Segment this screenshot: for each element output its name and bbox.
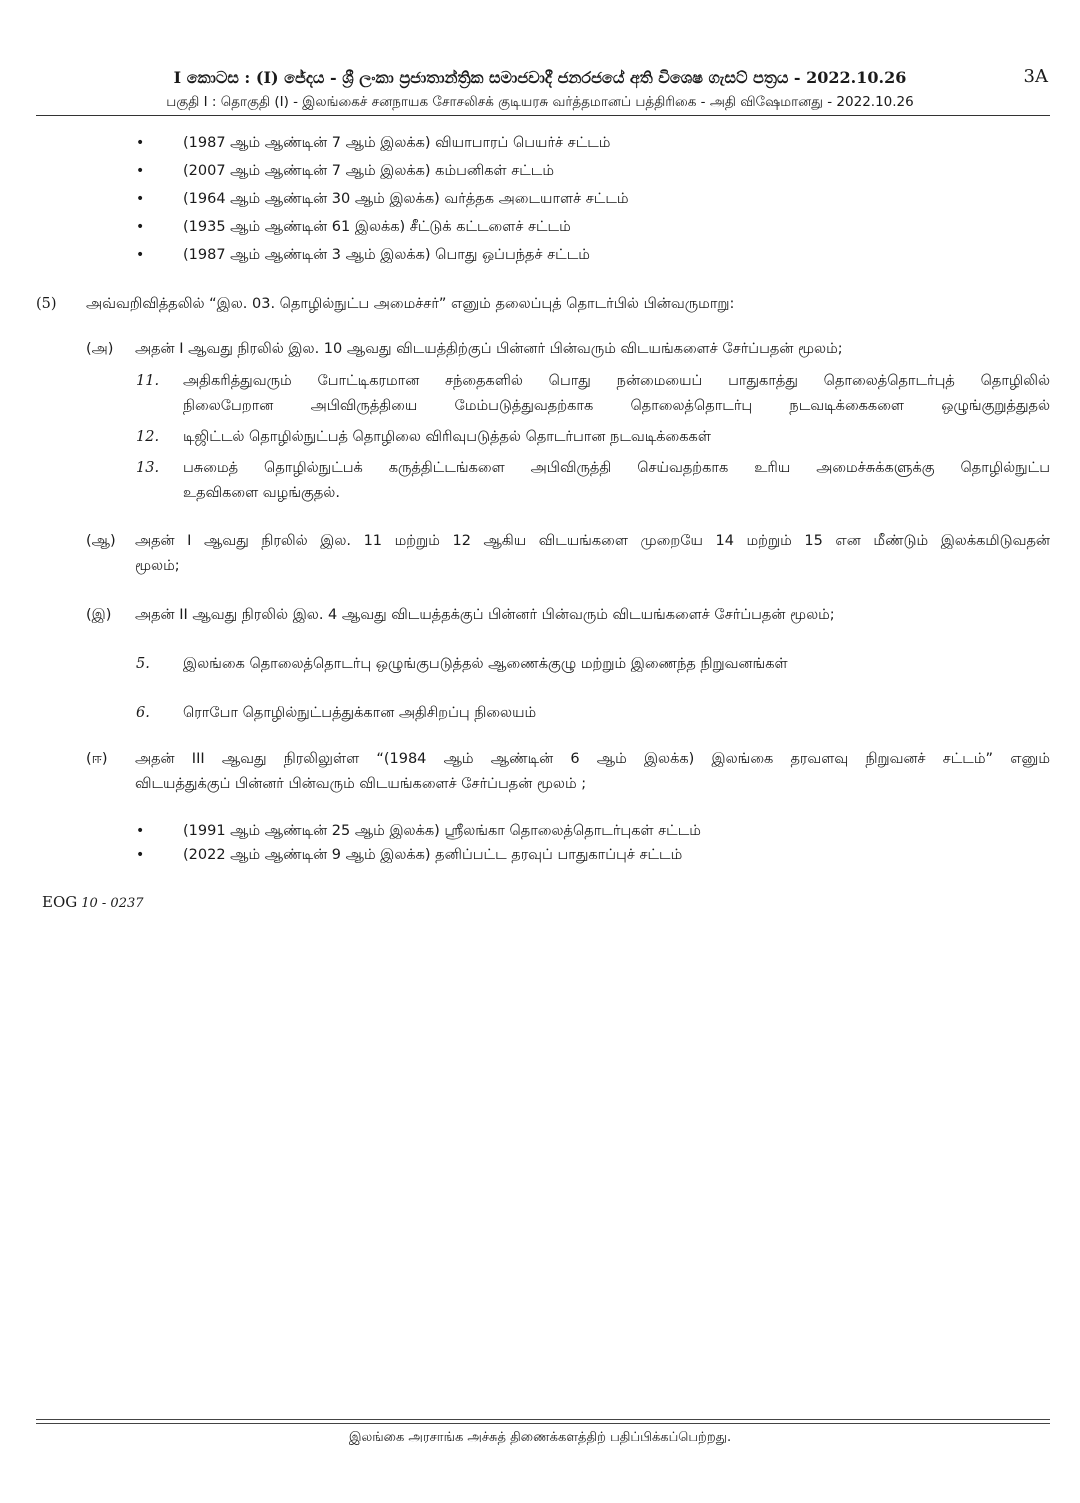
- bullet-marker: •: [136, 219, 145, 235]
- section-number: (5): [36, 296, 57, 312]
- item-text-line: நிலைபேறான அபிவிருத்தியை மேம்படுத்துவதற்காக தொலைத்தொடர்பு நடவடிக்கைகளை ஒழுங்குறுத்துதல்: [183, 398, 1050, 414]
- gazette-title-sinhala: I කොටස : (I) ජේදය - ශ්‍රී ලංකා ප්‍රජාතාන්ත්‍රික සමාජවාදී ජනරජයේ අති විශෙෂ ගැසට් පත්‍රය - 2022.10.26: [173, 68, 907, 87]
- item-text-line: டிஜிட்டல் தொழில்நுட்பத் தொழிலை விரிவுபடுத்தல் தொடர்பான நடவடிக்கைகள்: [183, 429, 711, 445]
- list-item: (1991 ஆம் ஆண்டின் 25 ஆம் இலக்க) ஸ்ரீலங்கா தொலைத்தொடர்புகள் சட்டம்: [183, 823, 701, 839]
- subsection-label: (இ): [86, 607, 112, 623]
- list-item: (1964 ஆம் ஆண்டின் 30 ஆம் இலக்க) வர்த்தக அடையாளச் சட்டம்: [183, 191, 629, 207]
- section-intro: அவ்வறிவித்தலில் “இல. 03. தொழில்நுட்ப அமைச்சர்” எனும் தலைப்புத் தொடர்பில் பின்வருமாறு:: [86, 296, 735, 312]
- subsection-text-line: அதன் III ஆவது நிரலிலுள்ள “(1984 ஆம் ஆண்டின் 6 ஆம் இலக்க) இலங்கை தரவளவு நிறுவனச் சட்டம்” எனும்: [135, 751, 1050, 767]
- list-item: (1935 ஆம் ஆண்டின் 61 இலக்க) சீட்டுக் கட்டளைச் சட்டம்: [183, 219, 571, 235]
- item-number: 5.: [136, 656, 150, 672]
- item-text-line: இலங்கை தொலைத்தொடர்பு ஒழுங்குபடுத்தல் ஆணைக்குழு மற்றும் இணைந்த நிறுவனங்கள்: [183, 656, 788, 672]
- printer-note: இலங்கை அரசாங்க அச்சுத் திணைக்களத்திற் பதிப்பிக்கப்பெற்றது.: [348, 1430, 732, 1445]
- item-text-line: அதிகரித்துவரும் போட்டிகரமான சந்தைகளில் பொது நன்மையைப் பாதுகாத்து தொலைத்தொடர்புத் தொழிலில்: [183, 373, 1050, 389]
- subsection-text-line: மூலம்;: [135, 558, 180, 574]
- item-text-line: உதவிகளை வழங்குதல்.: [183, 485, 340, 501]
- subsection-text-line: விடயத்துக்குப் பின்னர் பின்வரும் விடயங்களைச் சேர்ப்பதன் மூலம் ;: [135, 776, 587, 792]
- item-number: 11.: [136, 373, 160, 389]
- footer-rule: [36, 1423, 1050, 1424]
- bullet-marker: •: [136, 191, 145, 207]
- list-item: (2007 ஆம் ஆண்டின் 7 ஆம் இலக்க) கம்பனிகள் சட்டம்: [183, 163, 555, 179]
- list-item: (2022 ஆம் ஆண்டின் 9 ஆம் இலக்க) தனிப்பட்ட தரவுப் பாதுகாப்புச் சட்டம்: [183, 847, 683, 863]
- subsection-text-line: அதன் I ஆவது நிரலில் இல. 11 மற்றும் 12 ஆகிய விடயங்களை முறையே 14 மற்றும் 15 என மீண்டும் இலக்கமிடுவதன்: [135, 533, 1050, 549]
- item-number: 6.: [136, 705, 150, 721]
- list-item: (1987 ஆம் ஆண்டின் 3 ஆம் இலக்க) பொது ஒப்பந்தச் சட்டம்: [183, 247, 590, 263]
- subsection-text: அதன் II ஆவது நிரலில் இல. 4 ஆவது விடயத்தக்குப் பின்னர் பின்வரும் விடயங்களைச் சேர்ப்பதன் மூலம்;: [135, 607, 835, 623]
- subsection-text: அதன் I ஆவது நிரலில் இல. 10 ஆவது விடயத்திற்குப் பின்னர் பின்வரும் விடயங்களைச் சேர்ப்பதன் மூலம்;: [135, 341, 843, 357]
- bullet-marker: •: [136, 847, 145, 863]
- item-number: 12.: [136, 429, 160, 445]
- bullet-marker: •: [136, 135, 145, 151]
- header-rule: [36, 115, 1050, 116]
- bullet-marker: •: [136, 163, 145, 179]
- eog-code: 10 - 0237: [81, 896, 144, 911]
- item-number: 13.: [136, 460, 160, 476]
- subsection-label: (அ): [86, 341, 114, 357]
- eog-prefix: EOG: [42, 893, 78, 911]
- item-text-line: ரொபோ தொழில்நுட்பத்துக்கான அதிசிறப்பு நிலையம்: [183, 705, 537, 721]
- list-item: (1987 ஆம் ஆண்டின் 7 ஆம் இலக்க) வியாபாரப் பெயர்ச் சட்டம்: [183, 135, 611, 151]
- subsection-label: (ஈ): [86, 751, 108, 767]
- item-text-line: பசுமைத் தொழில்நுட்பக் கருத்திட்டங்களை அபிவிருத்தி செய்வதற்காக உரிய அமைச்சுக்களுக்கு தொழில்நுட்ப: [183, 460, 1050, 476]
- eog-reference: [42, 893, 144, 911]
- bullet-marker: •: [136, 823, 145, 839]
- page-number: 3A: [1023, 66, 1048, 87]
- gazette-subtitle-tamil: பகுதி I : தொகுதி (I) - இலங்கைச் சனநாயக சோசலிசக் குடியரசு வர்த்தமானப் பத்திரிகை - அதி விஷேமானது - 2022.10.26: [166, 94, 914, 110]
- bullet-marker: •: [136, 247, 145, 263]
- subsection-label: (ஆ): [86, 533, 116, 549]
- footer-rule: [36, 1419, 1050, 1420]
